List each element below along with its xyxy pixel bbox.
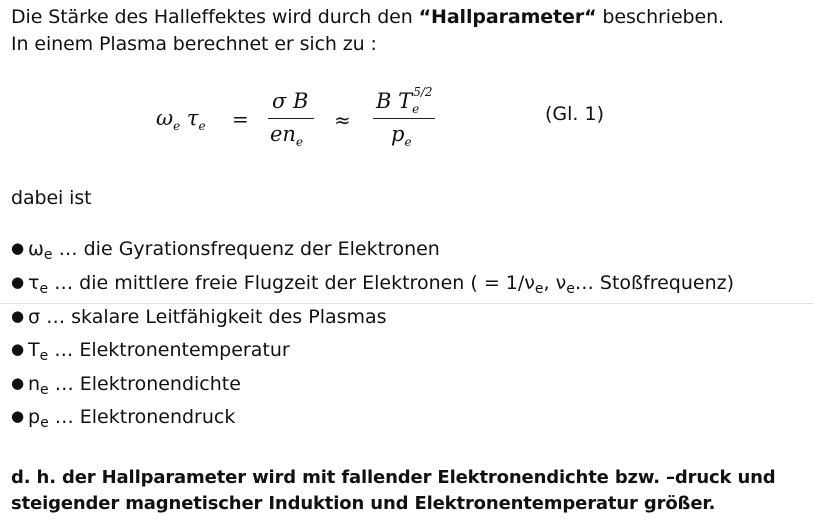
dabei-heading: dabei ist xyxy=(11,187,92,209)
list-text: … Stoßfrequenz) xyxy=(574,272,734,294)
list-item xyxy=(11,238,440,263)
list-symbol: ω xyxy=(28,238,44,260)
list-text: … Elektronendruck xyxy=(48,406,236,428)
list-symbol: T xyxy=(28,339,40,361)
list-text: , ν xyxy=(543,272,567,294)
conclusion xyxy=(11,465,776,517)
list-text: … die mittlere freie Flugzeit der Elektronen ( = 1/ν xyxy=(48,272,535,294)
bullet-icon: ● xyxy=(11,273,25,291)
fraction2-numerator xyxy=(376,85,439,117)
list-item xyxy=(11,339,290,364)
fraction2-den-text: p xyxy=(391,122,405,146)
omega-symbol: ω xyxy=(156,106,174,130)
list-subscript: e xyxy=(40,415,49,431)
fraction2-num-sub: e xyxy=(412,102,420,117)
list-subscript: e xyxy=(43,247,53,263)
list-text: … skalare Leitfähigkeit des Plasmas xyxy=(40,306,387,328)
fraction1-denominator xyxy=(270,122,303,149)
list-item xyxy=(11,373,241,398)
fraction2-denominator xyxy=(391,122,412,149)
equals-sign: = xyxy=(232,107,249,131)
list-subscript: e xyxy=(566,281,575,297)
list-text: … Elektronentemperatur xyxy=(48,339,290,361)
list-text: … die Gyrationsfrequenz der Elektronen xyxy=(52,238,440,260)
bullet-icon: ● xyxy=(11,374,25,392)
fraction1-bar xyxy=(268,118,314,119)
list-item xyxy=(11,272,734,297)
fraction2-num-sup: 5/2 xyxy=(413,85,433,99)
divider xyxy=(0,303,813,304)
list-symbol: n xyxy=(28,373,41,395)
fraction2-bar xyxy=(373,118,435,119)
bullet-icon: ● xyxy=(11,239,25,257)
approx-sign: ≈ xyxy=(334,108,351,132)
list-symbol: τ xyxy=(28,272,40,294)
bullet-icon: ● xyxy=(11,407,25,425)
list-symbol: σ xyxy=(28,306,41,328)
list-item xyxy=(11,306,387,328)
list-subscript: e xyxy=(40,382,49,398)
list-subscript: e xyxy=(39,348,49,364)
intro-text-end: beschrieben. xyxy=(596,6,724,28)
tau-symbol: τ xyxy=(186,106,199,130)
bullet-icon: ● xyxy=(11,307,25,325)
list-symbol: p xyxy=(28,406,41,428)
intro-text: Die Stärke des Halleffektes wird durch den xyxy=(11,6,419,28)
list-subscript: e xyxy=(534,281,544,297)
conclusion-line-2: steigender magnetischer Induktion und Elektronentemperatur größer. xyxy=(11,493,716,514)
equation-lhs xyxy=(156,106,206,133)
intro-line-1 xyxy=(11,6,724,28)
equation-label: (Gl. 1) xyxy=(545,103,604,125)
list-text: … Elektronendichte xyxy=(48,373,241,395)
hallparameter-term: “Hallparameter“ xyxy=(418,6,597,28)
fraction2-den-sub: e xyxy=(404,135,412,150)
list-subscript: e xyxy=(39,281,49,297)
fraction2-num-text: B T xyxy=(376,89,413,113)
fraction1-numerator: σ B xyxy=(272,89,309,113)
omega-subscript: e xyxy=(173,119,181,134)
fraction1-den-text: en xyxy=(270,122,296,146)
hallparameter-equation xyxy=(0,84,813,154)
bullet-icon: ● xyxy=(11,340,25,358)
conclusion-line-1: d. h. der Hallparameter wird mit fallender Elektronendichte bzw. –druck und xyxy=(11,467,776,488)
fraction1-den-sub: e xyxy=(295,135,304,150)
intro-line-2: In einem Plasma berechnet er sich zu : xyxy=(11,33,377,55)
list-item xyxy=(11,406,235,431)
tau-subscript: e xyxy=(198,119,206,134)
